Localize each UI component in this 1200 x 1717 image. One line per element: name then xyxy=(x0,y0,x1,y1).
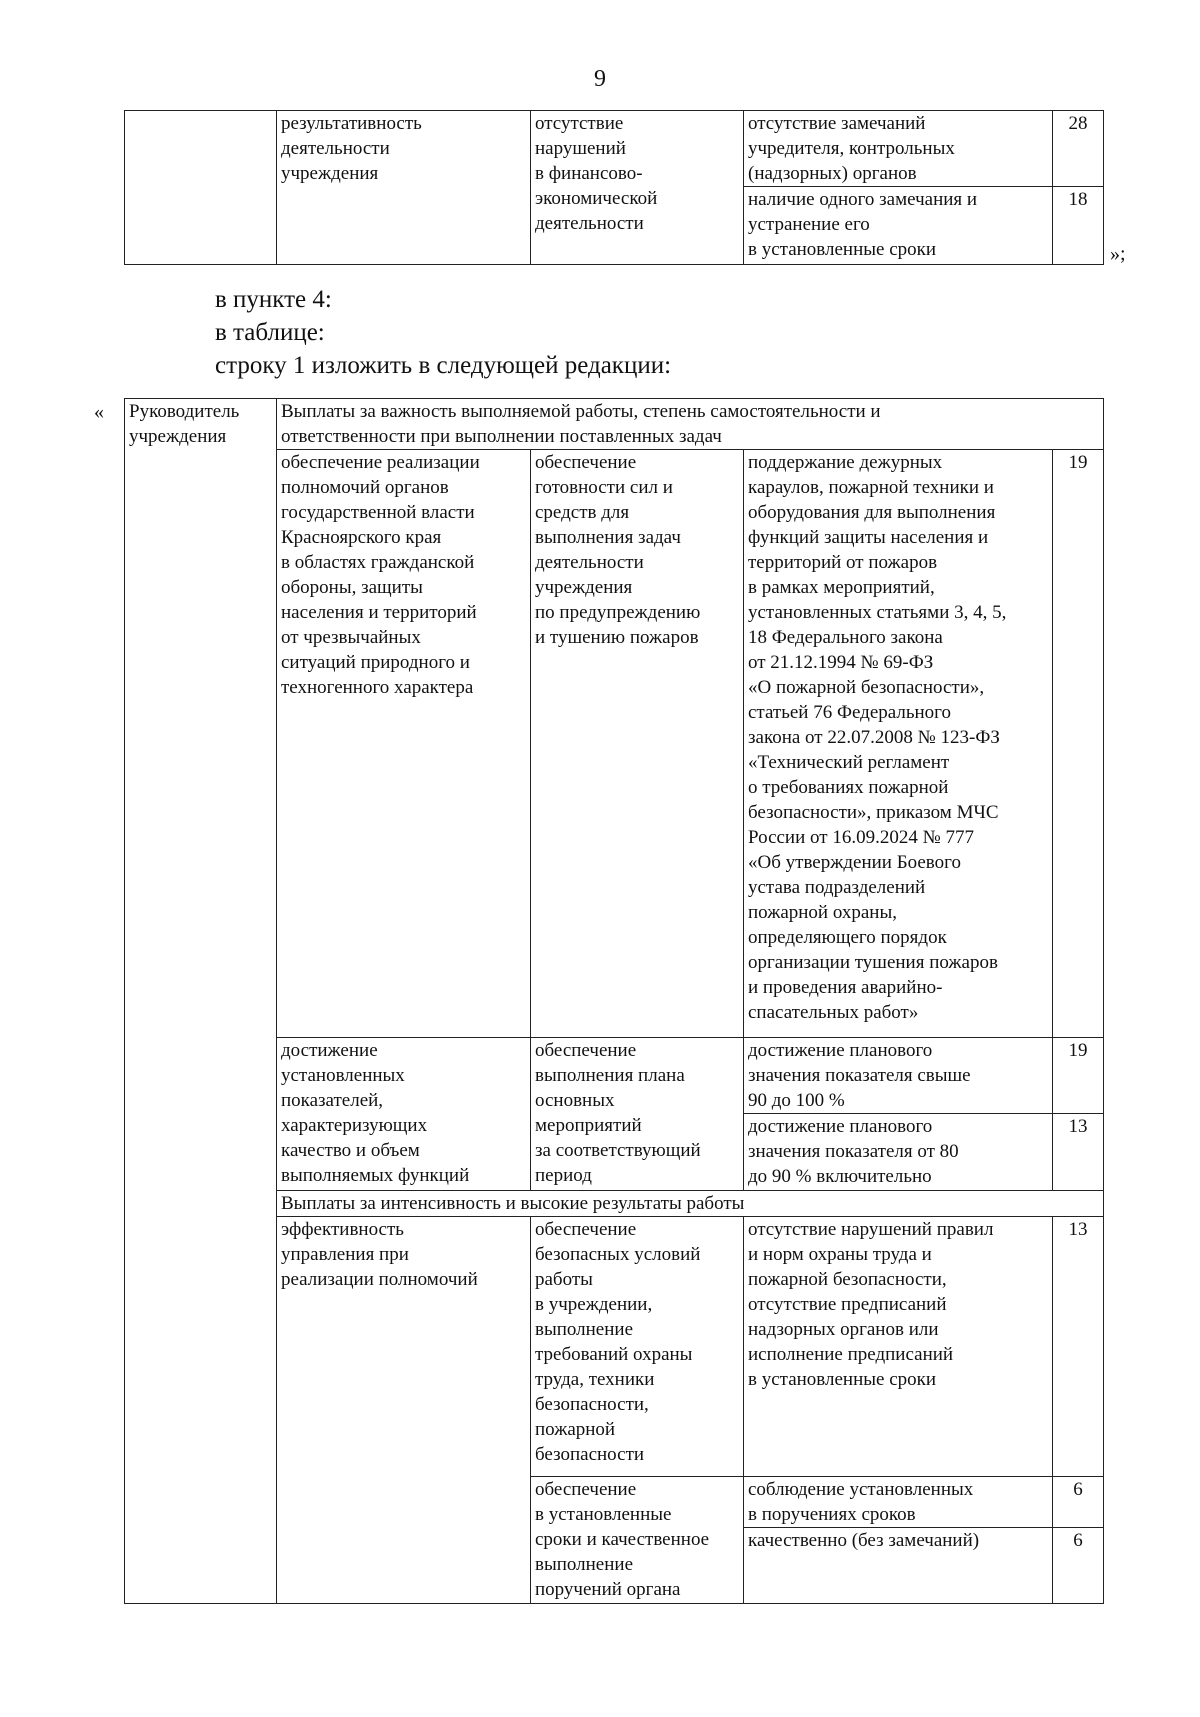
condition-cell: отсутствие нарушений в финансово- экономической деятельности xyxy=(531,111,744,265)
section-header: Выплаты за интенсивность и высокие результаты работы xyxy=(277,1191,1104,1217)
points-cell: 18 xyxy=(1053,187,1104,265)
points-cell: 6 xyxy=(1053,1477,1104,1528)
paragraph: в таблице: xyxy=(215,319,325,346)
condition-cell: обеспечение безопасных условий работы в учреждении, выполнение требований охраны труда, техники безопасности, пожарной безопасности xyxy=(531,1217,744,1477)
paragraph: в пункте 4: xyxy=(215,286,332,313)
criterion-cell: результативность деятельности учреждения xyxy=(277,111,531,265)
paragraph: строку 1 изложить в следующей редакции: xyxy=(215,352,672,379)
indicator-cell: соблюдение установленных в поручениях сроков xyxy=(744,1477,1053,1528)
section-header: Выплаты за важность выполняемой работы, степень самостоятельности и ответственности при выполнении поставленных задач xyxy=(277,399,1104,450)
indicator-cell: отсутствие замечаний учредителя, контрольных (надзорных) органов xyxy=(744,111,1053,187)
points-cell: 19 xyxy=(1053,450,1104,1038)
points-cell: 19 xyxy=(1053,1038,1104,1114)
page-number: 9 xyxy=(594,66,606,92)
condition-cell: обеспечение выполнения плана основных мероприятий за соответствующий период xyxy=(531,1038,744,1191)
points-cell: 28 xyxy=(1053,111,1104,187)
indicator-cell: качественно (без замечаний) xyxy=(744,1528,1053,1604)
indicator-cell: достижение планового значения показателя свыше 90 до 100 % xyxy=(744,1038,1053,1114)
points-cell: 6 xyxy=(1053,1528,1104,1604)
empty-cell xyxy=(125,111,277,265)
points-cell: 13 xyxy=(1053,1217,1104,1477)
indicator-cell: отсутствие нарушений правил и норм охраны труда и пожарной безопасности, отсутствие предписаний надзорных органов или исполнение предписаний в установленные сроки xyxy=(744,1217,1053,1477)
criterion-cell: достижение установленных показателей, характеризующих качество и объем выполняемых функций xyxy=(277,1038,531,1191)
criterion-cell: обеспечение реализации полномочий органов государственной власти Красноярского края в областях гражданской обороны, защиты населения и территорий от чрезвычайных ситуаций природного и техногенного характера xyxy=(277,450,531,1038)
points-cell: 13 xyxy=(1053,1114,1104,1191)
condition-cell: обеспечение в установленные сроки и качественное выполнение поручений органа xyxy=(531,1477,744,1604)
condition-cell: обеспечение готовности сил и средств для выполнения задач деятельности учреждения по предупреждению и тушению пожаров xyxy=(531,450,744,1038)
indicator-cell: поддержание дежурных караулов, пожарной техники и оборудования для выполнения функций защиты населения и территорий от пожаров в рамках мероприятий, установленных статьями 3, 4, 5, 18 Федерального закона от 21.12.1994 № 69-ФЗ «О пожарной безопасности», статьей 76 Федерального закона от 22.07.2008 № 123-ФЗ «Технический регламент о требованиях пожарной безопасности», приказом МЧС России от 16.09.2024 № 777 «Об утверждении Боевого устава подразделений пожарной охраны, определяющего порядок организации тушения пожаров и проведения аварийно- спасательных работ» xyxy=(744,450,1053,1038)
indicator-cell: достижение планового значения показателя от 80 до 90 % включительно xyxy=(744,1114,1053,1191)
criterion-cell: эффективность управления при реализации полномочий xyxy=(277,1217,531,1604)
closing-quote: »; xyxy=(1110,243,1126,265)
top-table xyxy=(124,110,1104,265)
main-table xyxy=(124,398,1104,1604)
position-cell: Руководитель учреждения xyxy=(125,399,277,1604)
indicator-cell: наличие одного замечания и устранение его в установленные сроки xyxy=(744,187,1053,265)
opening-quote: « xyxy=(94,401,104,423)
